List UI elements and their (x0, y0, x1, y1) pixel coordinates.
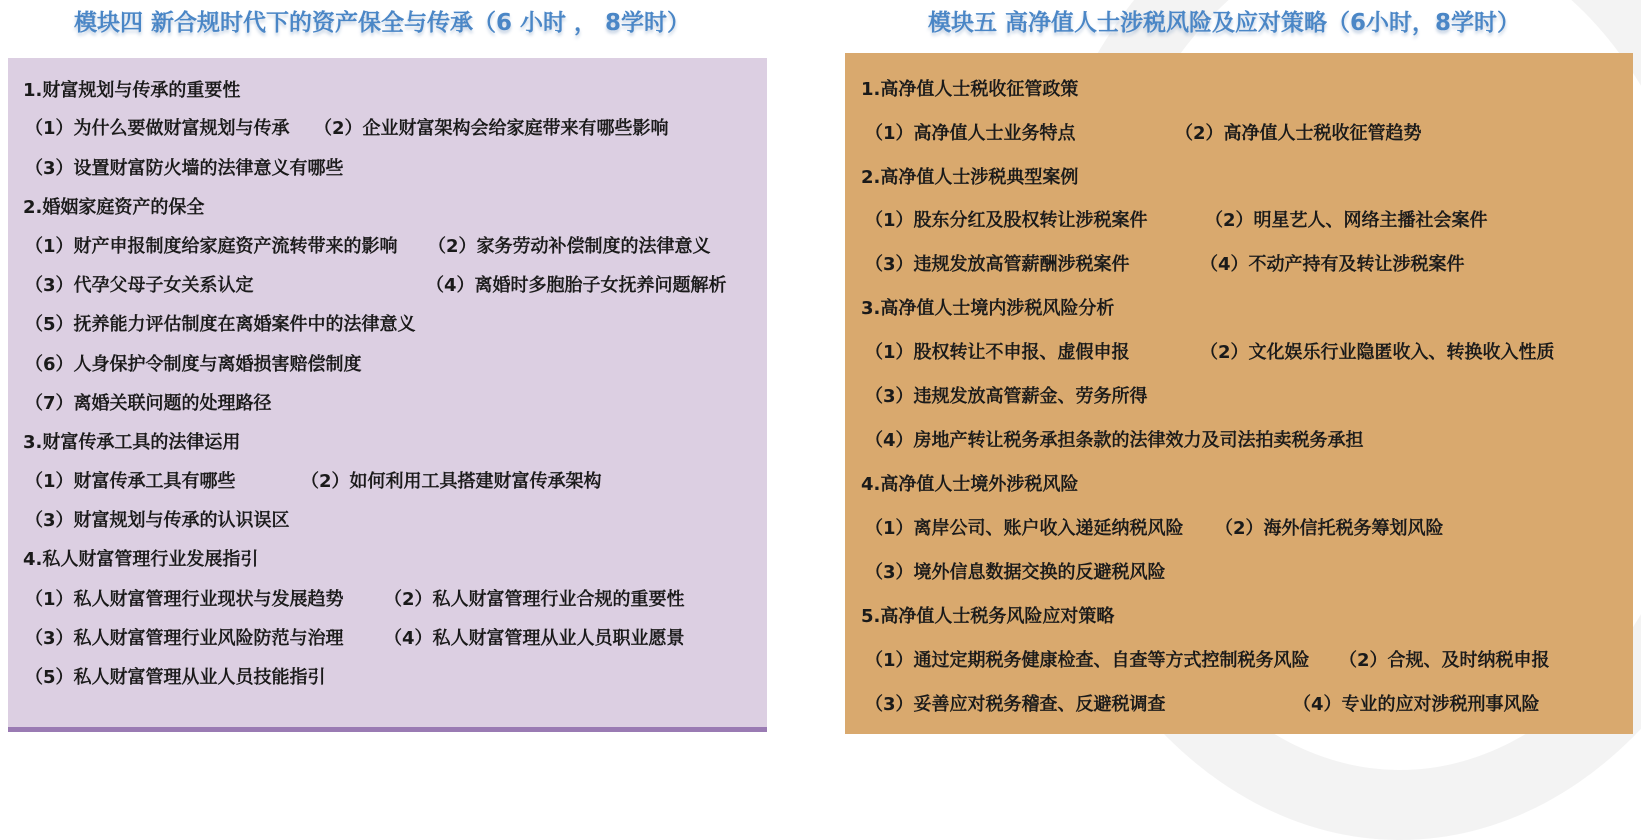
list-item: （3）违规发放高管薪酬涉税案件 (865, 254, 1130, 275)
list-item: （6）人身保护令制度与离婚损害赔偿制度 (25, 354, 362, 375)
list-item: （1）股权转让不申报、虚假申报 (865, 342, 1130, 363)
list-item: （5）抚养能力评估制度在离婚案件中的法律意义 (25, 314, 416, 335)
list-item: （1）通过定期税务健康检查、自查等方式控制税务风险 (865, 650, 1310, 671)
list-item: （3）私人财富管理行业风险防范与治理 (25, 628, 344, 649)
section-heading-text: 3.高净值人士境内涉税风险分析 (861, 298, 1115, 319)
list-item: （4）专业的应对涉税刑事风险 (1293, 694, 1540, 715)
list-item: （1）财富传承工具有哪些 (25, 471, 236, 492)
section-heading-text: 4.高净值人士境外涉税风险 (861, 474, 1079, 495)
list-item: （1）离岸公司、账户收入递延纳税风险 (865, 518, 1184, 539)
section-heading-text: 1.高净值人士税收征管政策 (861, 79, 1079, 100)
list-item: （3）违规发放高管薪金、劳务所得 (865, 386, 1148, 407)
module4-title: 模块四 新合规时代下的资产保全与传承（6 小时 ， 8学时） (74, 10, 691, 36)
section-heading-text: 5.高净值人士税务风险应对策略 (861, 606, 1115, 627)
list-item: （3）设置财富防火墙的法律意义有哪些 (25, 158, 344, 179)
module5-panel (845, 53, 1633, 734)
list-item: （1）股东分红及股权转让涉税案件 (865, 210, 1148, 231)
list-item: （7）离婚关联问题的处理路径 (25, 393, 272, 414)
module4-panel (8, 58, 767, 732)
list-item: （3）妥善应对税务稽查、反避税调查 (865, 694, 1166, 715)
section-heading-text: 3.财富传承工具的法律运用 (23, 432, 241, 453)
list-item: （3）财富规划与传承的认识误区 (25, 510, 290, 531)
list-item: （1）高净值人士业务特点 (865, 123, 1076, 144)
list-item: （3）代孕父母子女关系认定 (25, 275, 254, 296)
list-item: （1）为什么要做财富规划与传承 (25, 118, 290, 139)
list-item: （2）私人财富管理行业合规的重要性 (384, 589, 685, 610)
list-item: （2）文化娱乐行业隐匿收入、转换收入性质 (1200, 342, 1555, 363)
module5-title: 模块五 高净值人士涉税风险及应对策略（6小时，8学时） (928, 10, 1521, 36)
list-item: （5）私人财富管理从业人员技能指引 (25, 667, 326, 688)
section-heading-text: 1.财富规划与传承的重要性 (23, 80, 241, 101)
list-item: （2）明星艺人、网络主播社会案件 (1205, 210, 1488, 231)
list-item: （2）高净值人士税收征管趋势 (1175, 123, 1422, 144)
list-item: （2）合规、及时纳税申报 (1339, 650, 1550, 671)
section-heading-text: 4.私人财富管理行业发展指引 (23, 549, 259, 570)
list-item: （4）房地产转让税务承担条款的法律效力及司法拍卖税务承担 (865, 430, 1364, 451)
list-item: （4）私人财富管理从业人员职业愿景 (384, 628, 685, 649)
section-heading-text: 2.高净值人士涉税典型案例 (861, 167, 1079, 188)
list-item: （4）不动产持有及转让涉税案件 (1200, 254, 1465, 275)
list-item: （1）私人财富管理行业现状与发展趋势 (25, 589, 344, 610)
list-item: （2）海外信托税务筹划风险 (1215, 518, 1444, 539)
section-heading-text: 2.婚姻家庭资产的保全 (23, 197, 205, 218)
list-item: （2）家务劳动补偿制度的法律意义 (428, 236, 711, 257)
list-item: （2）企业财富架构会给家庭带来有哪些影响 (314, 118, 669, 139)
list-item: （1）财产申报制度给家庭资产流转带来的影响 (25, 236, 398, 257)
list-item: （3）境外信息数据交换的反避税风险 (865, 562, 1166, 583)
list-item: （2）如何利用工具搭建财富传承架构 (301, 471, 602, 492)
list-item: （4）离婚时多胞胎子女抚养问题解析 (426, 275, 727, 296)
